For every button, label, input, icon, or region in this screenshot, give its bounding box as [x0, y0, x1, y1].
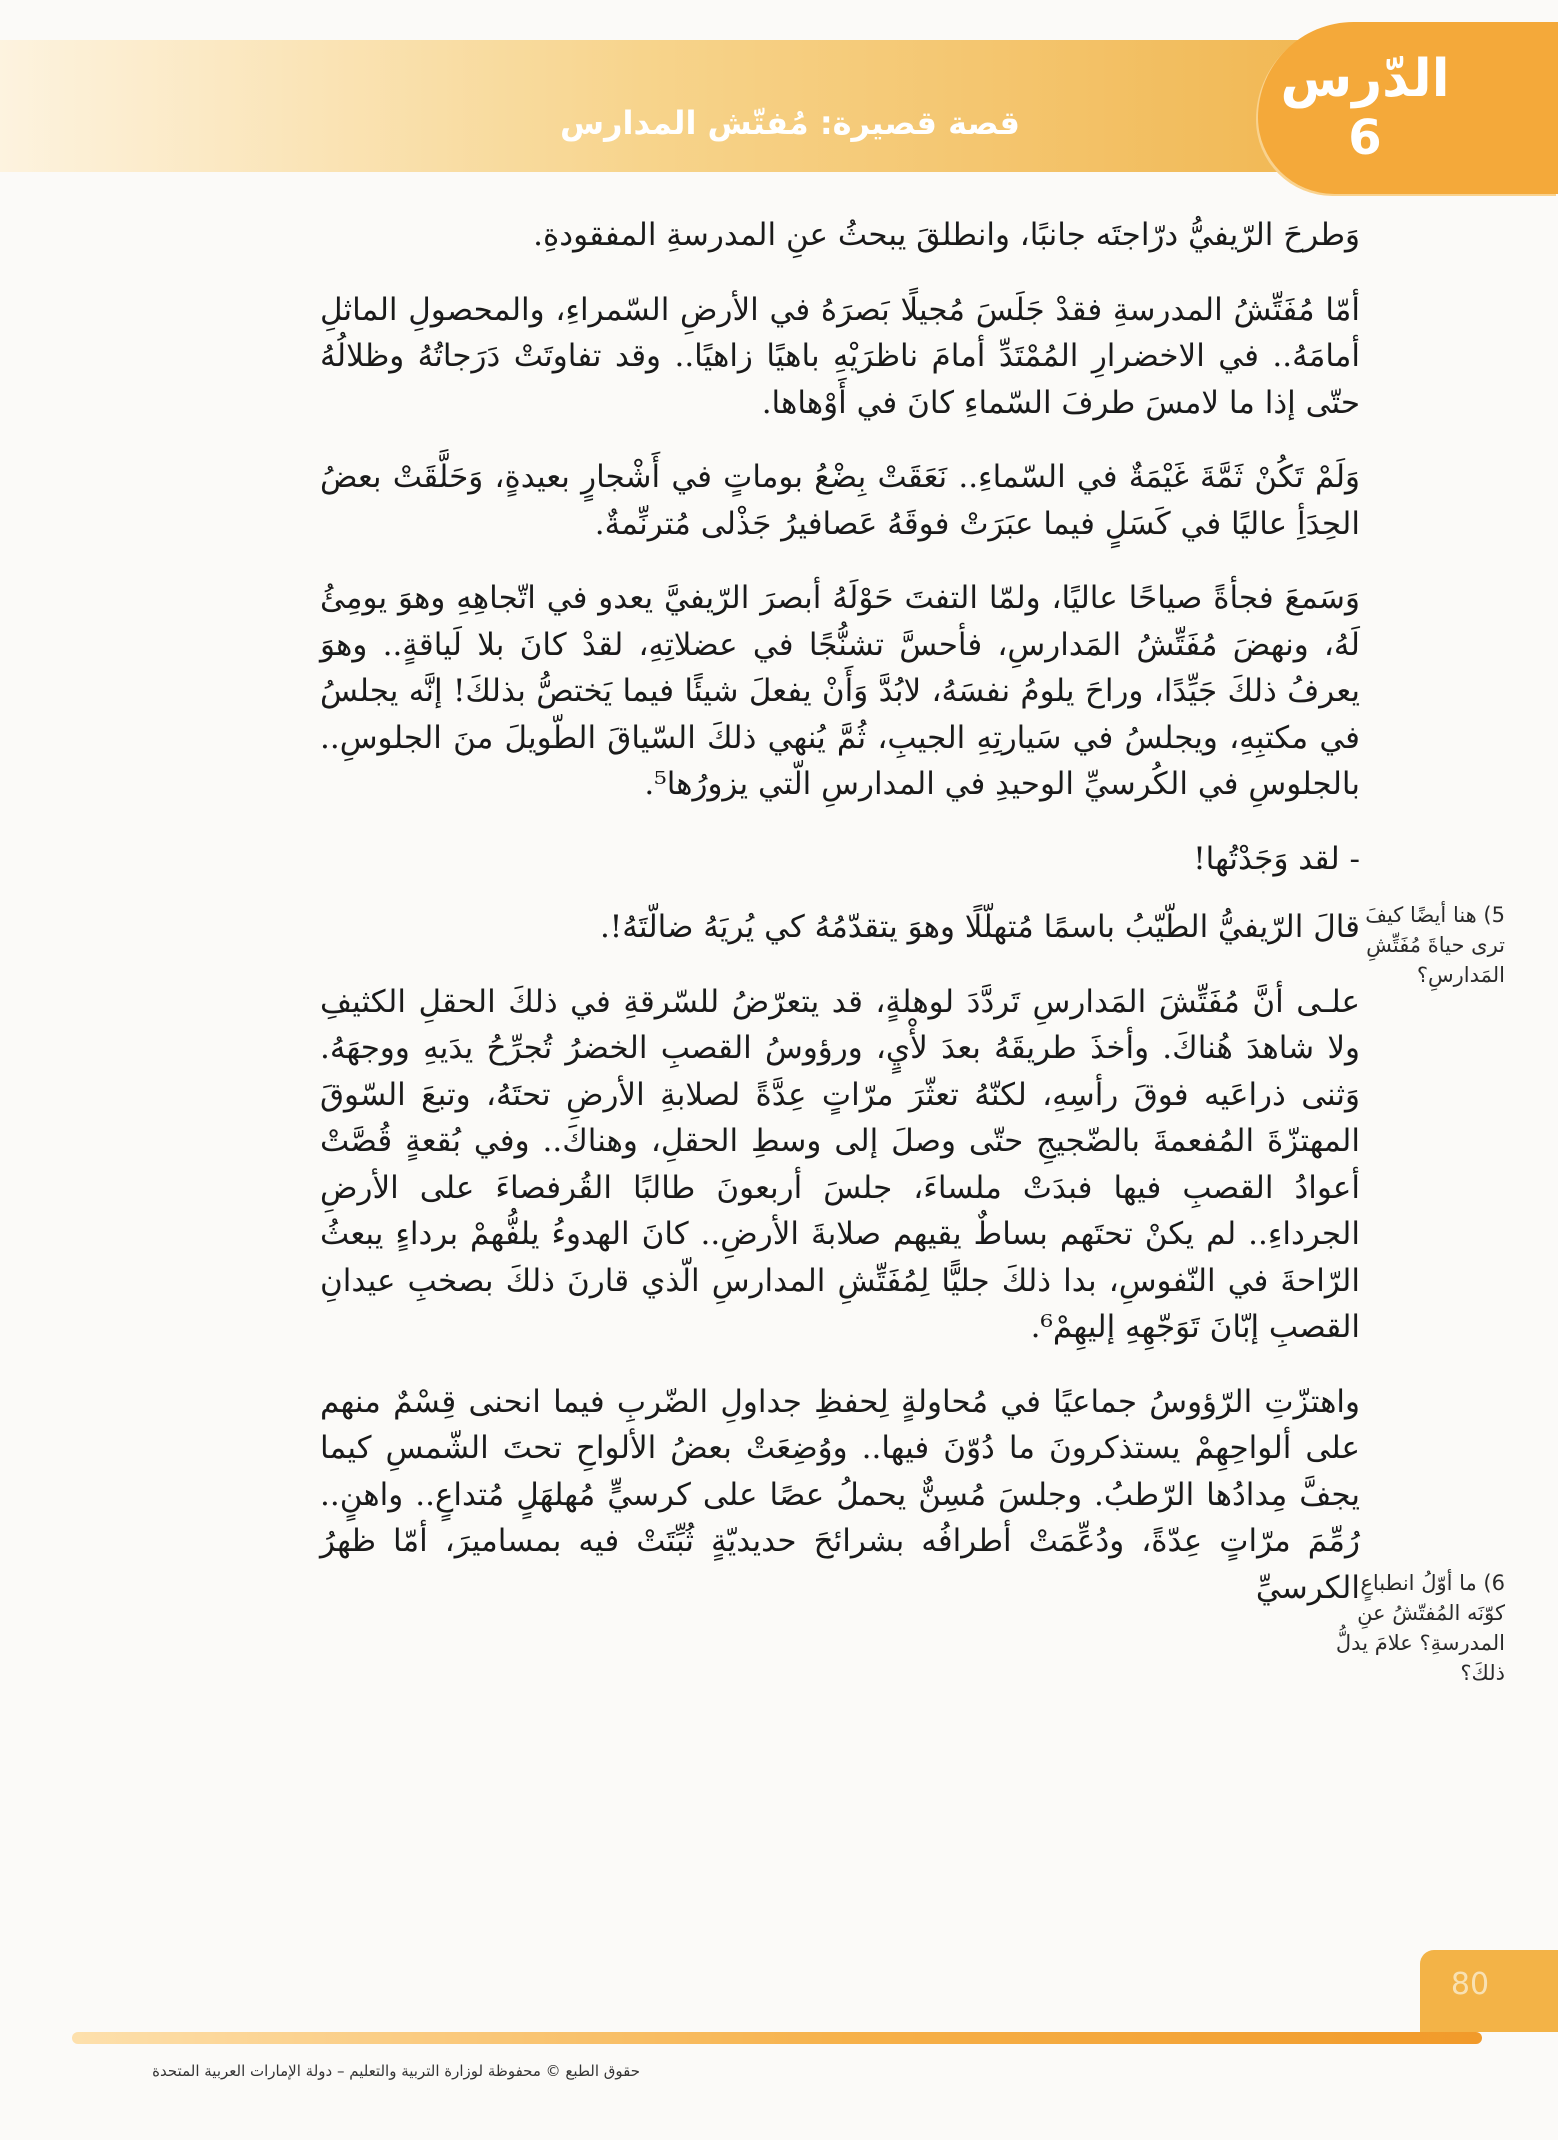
- paragraph: وَطرحَ الرّيفيُّ درّاجتَه جانبًا، وانطلقَ يبحثُ عنِ المدرسةِ المفقودةِ.: [533, 217, 1360, 253]
- lesson-label: الدّرس: [1280, 49, 1450, 109]
- story-body: [320, 212, 1360, 1639]
- paragraph: أمّا مُفَتِّشُ المدرسةِ فقدْ جَلَسَ مُجيلًا بَصرَهُ في الأرضِ السّمراءِ، والمحصولِ الماثلِ أمامَهُ.. في الاخضرارِ المُمْتَدِّ أمامَ ناظرَيْهِ باهيًا زاهيًا.. وقد تفاوتَتْ دَرَجاتُهُ وظلالُهُ حتّى إذا ما لامسَ طرفَ السّماءِ كانَ في أَوْهاها.: [320, 291, 1360, 421]
- paragraph: علـى أنَّ مُفَتِّشَ المَدارسِ تَردَّدَ لوهلةٍ، قد يتعرّضُ للسّرقةِ في ذلكَ الحقلِ الكثيفِ ولا شاهدَ هُناكَ. وأخذَ طريقَهُ بعدَ لأْيٍ، ورؤوسُ القصبِ الخضرُ تُجرِّحُ يدَيهِ ووجهَهُ. وَثنى ذراعَيه فوقَ رأسِهِ، لكنّهُ تعثّرَ مرّاتٍ عِدَّةً لصلابةِ الأرضِ تحتَهُ، وتبعَ السّوقَ المهتزّةَ المُفعمةَ بالضّجيجِ حتّى وصلَ إلى وسطِ الحقلِ، وهناكَ.. وفي بُقعةٍ قُصَّتْ أعوادُ القصبِ فيها فبدَتْ ملساءَ، جلسَ أربعونَ طالبًا القُرفصاءَ على الأرضِ الجرداءِ.. لم يكنْ تحتَهم بساطٌ يقيهم صلابةَ الأرضِ.. كانَ الهدوءُ يلفُّهمْ برداءٍ يبعثُ الرّاحةَ في النّفوسِ، بدا ذلكَ جليًّا لِمُفَتِّشِ المدارسِ الّذي قارنَ ذلكَ بصخبِ عيدانِ القصبِ إبّانَ تَوَجّهِهِ إليهِمْ⁶.: [320, 983, 1360, 1345]
- lesson-title: قصة قصيرة: مُفتّش المدارس: [559, 104, 1020, 142]
- footer-divider: [72, 2032, 1482, 2044]
- paragraph: وَلَمْ تَكُنْ ثَمَّةَ غَيْمَةٌ في السّماءِ.. نَعَقَتْ بِضْعُ بوماتٍ في أَشْجارٍ بعيدةٍ، وَحَلَّقَتْ بعضُ الحِدَأِ عاليًا في كَسَلٍ فيما عبَرَتْ فوقَهُ عَصافيرُ جَذْلى مُترنِّمةٌ.: [320, 459, 1360, 542]
- lesson-number: 6: [1348, 110, 1382, 166]
- paragraph: وَسَمعَ فجأةً صياحًا عاليًا، ولمّا التفتَ حَوْلَهُ أبصرَ الرّيفيَّ يعدو في اتّجاهِهِ وهوَ يومِئُ لَهُ، ونهضَ مُفَتِّشُ المَدارسِ، فأحسَّ تشنُّجًا في عضلاتِهِ، لقدْ كانَ بلا لَياقةٍ.. وهوَ يعرفُ ذلكَ جَيِّدًا، وراحَ يلومُ نفسَهُ، لابُدَّ وَأَنْ يفعلَ شيئًا فيما يَختصُّ بذلكَ! إنَّه يجلسُ في مكتبِهِ، ويجلسُ في سَيارتِهِ الجيبِ، ثُمَّ يُنهي ذلكَ السّياقَ الطّويلَ منَ الجلوسِ.. بالجلوسِ في الكُرسيِّ الوحيدِ في المدارسِ الّتي يزورُها⁵.: [320, 580, 1360, 802]
- paragraph: قالَ الرّيفيُّ الطّيّبُ باسمًا مُتهلّلًا وهوَ يتقدّمُهُ كي يُريَهُ ضالّتَهُ!.: [599, 909, 1360, 945]
- dialogue-line: - لقد وَجَدْتُها!: [1193, 840, 1360, 877]
- copyright-notice: حقوق الطبع © محفوظة لوزارة التربية والتعليم – دولة الإمارات العربية المتحدة: [152, 2062, 640, 2080]
- paragraph: واهتزّتِ الرّؤوسُ جماعيًا في مُحاولةٍ لِحفظِ جداولِ الضّربِ فيما انحنى قِسْمٌ منهم على ألواحِهِمْ يستذكرونَ ما دُوّنَ فيها.. ووُضِعَتْ بعضُ الألواحِ تحتَ الشّمسِ كيما يجفَّ مِدادُها الرّطبُ. وجلسَ مُسِنٌّ يحملُ عصًا على كرسيٍّ مُهلهَلٍ مُتداعٍ.. واهنٍ.. رُمِّمَ مرّاتٍ عِدّةً، ودُعِّمَتْ أطرافُه بشرائحَ حديديّةٍ ثُبِّتَتْ فيه بمساميرَ، أمّا ظهرُ الكرسيِّ: [320, 1383, 1360, 1606]
- page-number: 80: [1450, 1967, 1490, 2002]
- margin-question-5: 5) هنا أيضًا كيفَ ترى حياةَ مُفَتِّشِ المَدارسِ؟: [1365, 903, 1505, 987]
- margin-question-6: 6) ما أوّلُ انطباعٍ كوّنَه المُفتّشُ عنِ المدرسةِ؟ علامَ يدلُّ ذلكَ؟: [1335, 1571, 1505, 1685]
